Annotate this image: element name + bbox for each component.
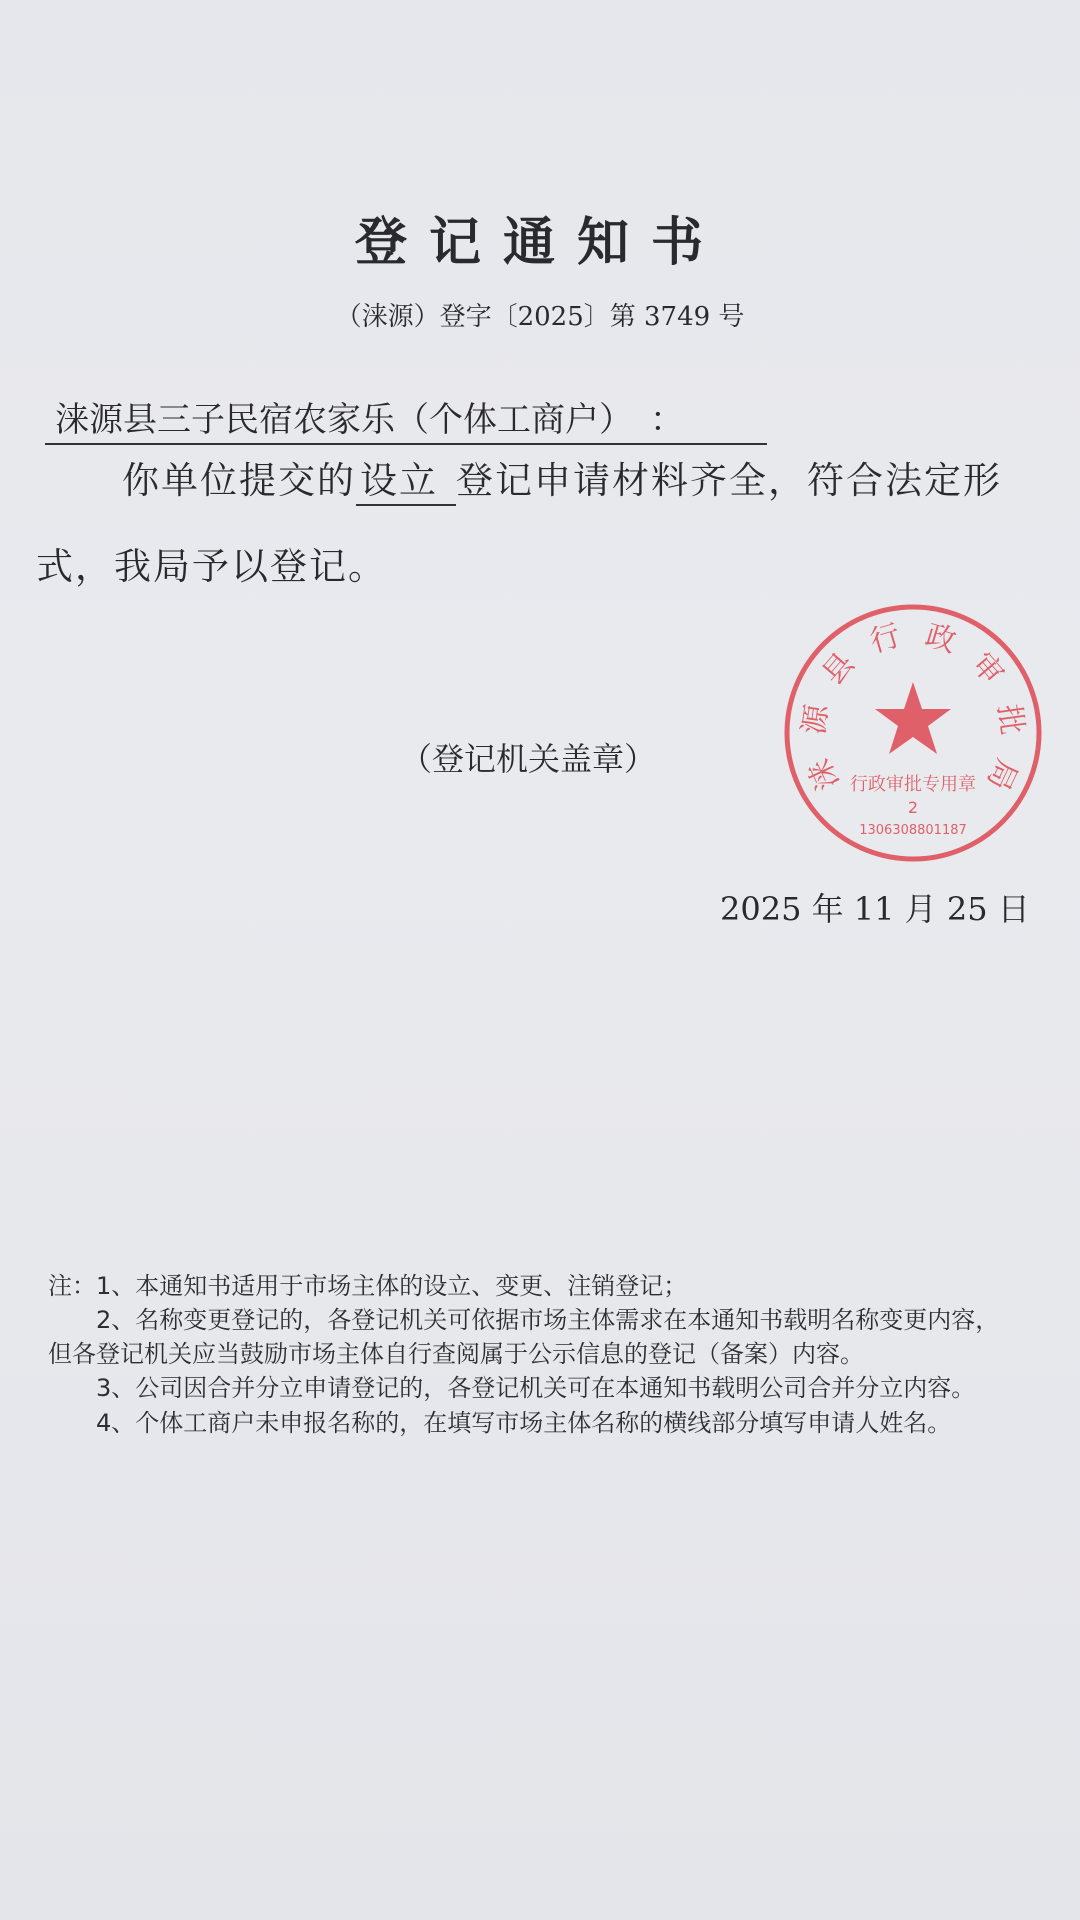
seal-number: 2 — [907, 798, 919, 817]
seal-outer-char: 审 — [964, 646, 1011, 692]
seal-outer-char: 源 — [796, 702, 836, 737]
body-line-1 — [122, 450, 1002, 506]
note-2-cont: 但各登记机关应当鼓励市场主体自行查阅属于公示信息的登记（备案）内容。 — [48, 1340, 864, 1368]
addressee-name: 涞源县三子民宿农家乐（个体工商户） ： — [45, 392, 767, 445]
note-2: 2、名称变更登记的，各登记机关可依据市场主体需求在本通知书载明名称变更内容， — [96, 1306, 1000, 1334]
note-1: 注：1、本通知书适用于市场主体的设立、变更、注销登记； — [48, 1272, 688, 1300]
issue-date: 2025 年 11 月 25 日 — [720, 890, 1030, 928]
note-4: 4、个体工商户未申报名称的，在填写市场主体名称的横线部分填写申请人姓名。 — [96, 1409, 952, 1437]
seal-outer-char: 县 — [815, 646, 862, 692]
note-3: 3、公司因合并分立申请登记的，各登记机关可在本通知书载明公司合并分立内容。 — [96, 1374, 976, 1402]
seal-outer-char: 批 — [990, 702, 1030, 737]
official-seal — [780, 600, 1046, 866]
seal-outer-char: 局 — [979, 753, 1024, 796]
seal-outer-char: 涞 — [802, 753, 847, 796]
seal-outer-char: 行 — [865, 617, 905, 661]
body-prefix: 你单位提交的 — [122, 459, 356, 502]
seal-inner-text: 行政审批专用章 — [850, 774, 976, 795]
seal-star-icon — [875, 682, 951, 754]
registration-type: 设立 — [356, 450, 456, 506]
document-number: （涞源）登字〔2025〕第 3749 号 — [335, 302, 745, 332]
seal-code: 1306308801187 — [859, 823, 967, 838]
seal-outer-char: 政 — [921, 617, 961, 661]
document-title: 登记通知书 — [354, 213, 725, 273]
body-line-2: 式，我局予以登记。 — [36, 545, 387, 588]
body-suffix: 登记申请材料齐全，符合法定形 — [456, 459, 1002, 502]
seal-note: （登记机关盖章） — [400, 740, 657, 778]
